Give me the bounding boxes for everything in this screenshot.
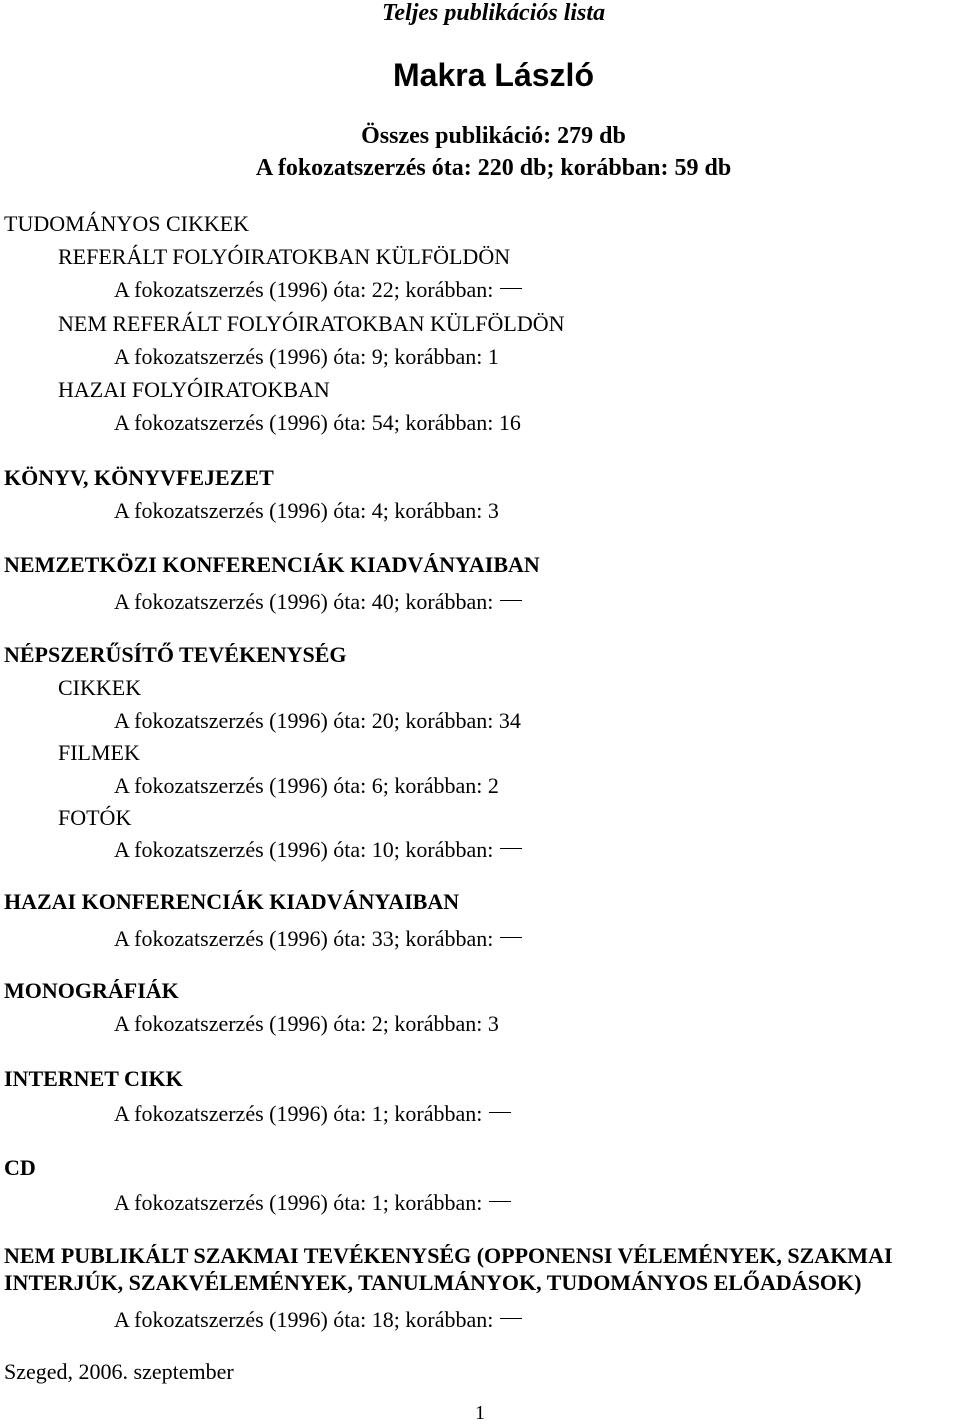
count-photos (114, 837, 522, 863)
subsection-title-non-refereed-abroad: NEM REFERÁLT FOLYÓIRATOKBAN KÜLFÖLDÖN (58, 311, 565, 336)
total-publications: Összes publikáció: 279 db (361, 123, 626, 149)
page-number: 1 (475, 1402, 485, 1424)
section-title-domestic-conferences: HAZAI KONFERENCIÁK KIADVÁNYAIBAN (4, 889, 460, 914)
footer-date: Szeged, 2006. szeptember (4, 1359, 234, 1384)
section-title-unpublished-line1: NEM PUBLIKÁLT SZAKMAI TEVÉKENYSÉG (OPPONENSI VÉLEMÉNYEK, SZAKMAI (4, 1243, 893, 1268)
dash-mark (500, 288, 522, 289)
dash-mark (500, 937, 522, 938)
count-text: A fokozatszerzés (1996) óta: 33; korábban: (114, 926, 494, 951)
since-degree-summary: A fokozatszerzés óta: 220 db; korábban: 59 db (255, 155, 732, 181)
count-text: A fokozatszerzés (1996) óta: 22; korábban: (114, 277, 494, 302)
subsection-title-domestic-journals: HAZAI FOLYÓIRATOKBAN (58, 377, 330, 402)
count-text: A fokozatszerzés (1996) óta: 1; korábban: (114, 1190, 483, 1215)
subsection-title-refereed-abroad: REFERÁLT FOLYÓIRATOKBAN KÜLFÖLDÖN (58, 244, 511, 269)
count-domestic-conferences (114, 926, 522, 952)
dash-mark (500, 848, 522, 849)
section-title-monographs: MONOGRÁFIÁK (4, 978, 179, 1003)
count-popular-articles: A fokozatszerzés (1996) óta: 20; korábban: 34 (114, 708, 521, 733)
dash-mark (500, 600, 522, 601)
section-title-cd: CD (4, 1155, 36, 1180)
count-text: A fokozatszerzés (1996) óta: 10; korábban: (114, 837, 494, 862)
dash-mark (489, 1112, 511, 1113)
section-title-popularizing: NÉPSZERŰSÍTŐ TEVÉKENYSÉG (4, 642, 347, 667)
section-title-unpublished-line2: INTERJÚK, SZAKVÉLEMÉNYEK, TANULMÁNYOK, TUDOMÁNYOS ELŐADÁSOK) (4, 1270, 862, 1295)
section-title-international-conferences: NEMZETKÖZI KONFERENCIÁK KIADVÁNYAIBAN (4, 552, 540, 577)
list-title: Teljes publikációs lista (381, 0, 606, 26)
dash-mark (500, 1318, 522, 1319)
section-title-scientific-articles: TUDOMÁNYOS CIKKEK (4, 211, 250, 236)
count-monographs: A fokozatszerzés (1996) óta: 2; korábban: 3 (114, 1011, 499, 1036)
count-international-conferences (114, 589, 522, 615)
subsection-title-films: FILMEK (58, 740, 140, 765)
count-books: A fokozatszerzés (1996) óta: 4; korábban: 3 (114, 498, 499, 523)
count-films: A fokozatszerzés (1996) óta: 6; korábban: 2 (114, 773, 499, 798)
count-non-refereed-abroad: A fokozatszerzés (1996) óta: 9; korábban: 1 (114, 344, 499, 369)
section-title-internet-article: INTERNET CIKK (4, 1066, 183, 1091)
subsection-title-articles: CIKKEK (58, 675, 142, 700)
count-text: A fokozatszerzés (1996) óta: 40; korábban: (114, 589, 494, 614)
dash-mark (489, 1201, 511, 1202)
count-unpublished (114, 1307, 522, 1333)
count-cd (114, 1190, 511, 1216)
count-internet-article (114, 1101, 511, 1127)
subsection-title-photos: FOTÓK (58, 805, 132, 830)
count-text: A fokozatszerzés (1996) óta: 1; korábban: (114, 1101, 483, 1126)
count-domestic-journals: A fokozatszerzés (1996) óta: 54; korábban: 16 (114, 410, 521, 435)
author-name: Makra László (393, 57, 594, 93)
section-title-books: KÖNYV, KÖNYVFEJEZET (4, 465, 274, 490)
count-refereed-abroad (114, 277, 522, 303)
count-text: A fokozatszerzés (1996) óta: 18; korábban: (114, 1307, 494, 1332)
